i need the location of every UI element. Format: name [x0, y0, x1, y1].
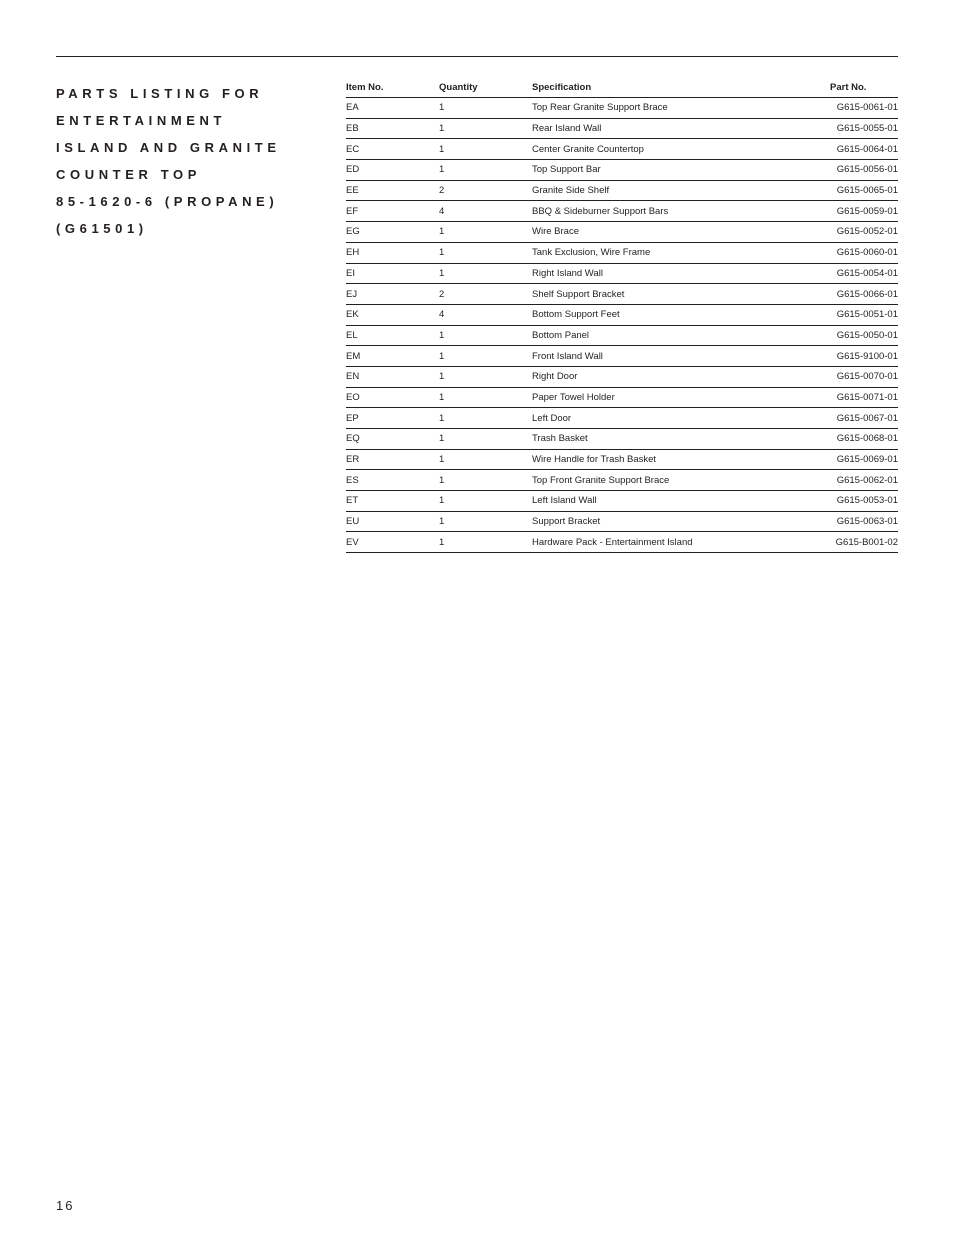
header-specification: Specification: [532, 78, 830, 98]
part-no-cell: G615-0059-01: [830, 201, 898, 222]
quantity-cell: 1: [439, 408, 532, 429]
item-no-cell: EB: [346, 118, 439, 139]
quantity-cell: 1: [439, 429, 532, 450]
part-no-cell: G615-0054-01: [830, 263, 898, 284]
part-no-cell: G615-0062-01: [830, 470, 898, 491]
parts-table: [346, 78, 898, 553]
quantity-cell: 4: [439, 304, 532, 325]
quantity-cell: 1: [439, 511, 532, 532]
part-no-cell: G615-0063-01: [830, 511, 898, 532]
part-no-cell: G615-0051-01: [830, 304, 898, 325]
specification-cell: Top Support Bar: [532, 160, 830, 181]
quantity-cell: 1: [439, 98, 532, 119]
specification-cell: Support Bracket: [532, 511, 830, 532]
table-row: [346, 222, 898, 243]
quantity-cell: 4: [439, 201, 532, 222]
table-row: [346, 325, 898, 346]
specification-cell: Left Island Wall: [532, 491, 830, 512]
part-no-cell: G615-0068-01: [830, 429, 898, 450]
title-line: COUNTER TOP: [56, 167, 201, 182]
part-no-cell: G615-9100-01: [830, 346, 898, 367]
header-item-no: Item No.: [346, 78, 439, 98]
table-row: [346, 449, 898, 470]
quantity-cell: 1: [439, 160, 532, 181]
top-rule: [56, 56, 898, 57]
quantity-cell: 1: [439, 222, 532, 243]
item-no-cell: EN: [346, 366, 439, 387]
item-no-cell: EL: [346, 325, 439, 346]
table-row: [346, 511, 898, 532]
table-row: [346, 346, 898, 367]
item-no-cell: EJ: [346, 284, 439, 305]
item-no-cell: ES: [346, 470, 439, 491]
item-no-cell: EE: [346, 180, 439, 201]
item-no-cell: EC: [346, 139, 439, 160]
quantity-cell: 1: [439, 118, 532, 139]
item-no-cell: ET: [346, 491, 439, 512]
quantity-cell: 1: [439, 532, 532, 553]
item-no-cell: EO: [346, 387, 439, 408]
table-row: [346, 139, 898, 160]
table-row: [346, 429, 898, 450]
quantity-cell: 1: [439, 491, 532, 512]
specification-cell: Right Island Wall: [532, 263, 830, 284]
part-no-cell: G615-0060-01: [830, 242, 898, 263]
part-no-cell: G615-0052-01: [830, 222, 898, 243]
table-row: [346, 387, 898, 408]
item-no-cell: EA: [346, 98, 439, 119]
item-no-cell: EM: [346, 346, 439, 367]
part-no-cell: G615-0064-01: [830, 139, 898, 160]
title-line: ENTERTAINMENT: [56, 113, 227, 128]
part-no-cell: G615-0061-01: [830, 98, 898, 119]
title-line: 85-1620-6 (PROPANE): [56, 194, 279, 209]
quantity-cell: 1: [439, 325, 532, 346]
table-row: [346, 160, 898, 181]
title-line: (G61501): [56, 221, 148, 236]
specification-cell: Bottom Support Feet: [532, 304, 830, 325]
specification-cell: Paper Towel Holder: [532, 387, 830, 408]
table-row: [346, 263, 898, 284]
item-no-cell: EH: [346, 242, 439, 263]
specification-cell: Bottom Panel: [532, 325, 830, 346]
specification-cell: Top Rear Granite Support Brace: [532, 98, 830, 119]
specification-cell: Rear Island Wall: [532, 118, 830, 139]
table-row: [346, 366, 898, 387]
part-no-cell: G615-B001-02: [830, 532, 898, 553]
item-no-cell: EV: [346, 532, 439, 553]
quantity-cell: 1: [439, 366, 532, 387]
table-row: [346, 408, 898, 429]
page-number: 16: [56, 1198, 75, 1213]
item-no-cell: EP: [346, 408, 439, 429]
part-no-cell: G615-0070-01: [830, 366, 898, 387]
specification-cell: Wire Brace: [532, 222, 830, 243]
quantity-cell: 1: [439, 387, 532, 408]
table-row: [346, 284, 898, 305]
specification-cell: Trash Basket: [532, 429, 830, 450]
item-no-cell: EI: [346, 263, 439, 284]
part-no-cell: G615-0056-01: [830, 160, 898, 181]
table-row: [346, 491, 898, 512]
item-no-cell: EU: [346, 511, 439, 532]
specification-cell: Hardware Pack - Entertainment Island: [532, 532, 830, 553]
table-row: [346, 470, 898, 491]
specification-cell: Tank Exclusion, Wire Frame: [532, 242, 830, 263]
table-header-row: [346, 78, 898, 98]
part-no-cell: G615-0071-01: [830, 387, 898, 408]
quantity-cell: 1: [439, 449, 532, 470]
part-no-cell: G615-0066-01: [830, 284, 898, 305]
specification-cell: Wire Handle for Trash Basket: [532, 449, 830, 470]
part-no-cell: G615-0055-01: [830, 118, 898, 139]
item-no-cell: EQ: [346, 429, 439, 450]
part-no-cell: G615-0065-01: [830, 180, 898, 201]
table-row: [346, 242, 898, 263]
part-no-cell: G615-0050-01: [830, 325, 898, 346]
table-row: [346, 98, 898, 119]
specification-cell: Right Door: [532, 366, 830, 387]
item-no-cell: EG: [346, 222, 439, 243]
quantity-cell: 1: [439, 263, 532, 284]
quantity-cell: 2: [439, 180, 532, 201]
header-part-no: Part No.: [830, 78, 898, 98]
header-quantity: Quantity: [439, 78, 532, 98]
part-no-cell: G615-0069-01: [830, 449, 898, 470]
specification-cell: Center Granite Countertop: [532, 139, 830, 160]
specification-cell: Top Front Granite Support Brace: [532, 470, 830, 491]
quantity-cell: 1: [439, 470, 532, 491]
part-no-cell: G615-0053-01: [830, 491, 898, 512]
item-no-cell: EF: [346, 201, 439, 222]
table-row: [346, 180, 898, 201]
quantity-cell: 1: [439, 242, 532, 263]
specification-cell: Left Door: [532, 408, 830, 429]
specification-cell: Granite Side Shelf: [532, 180, 830, 201]
specification-cell: Front Island Wall: [532, 346, 830, 367]
table-row: [346, 304, 898, 325]
quantity-cell: 1: [439, 346, 532, 367]
quantity-cell: 2: [439, 284, 532, 305]
quantity-cell: 1: [439, 139, 532, 160]
section-title: [56, 80, 326, 242]
specification-cell: BBQ & Sideburner Support Bars: [532, 201, 830, 222]
title-line: ISLAND AND GRANITE: [56, 140, 281, 155]
table-body: [346, 98, 898, 553]
table-row: [346, 118, 898, 139]
table-row: [346, 532, 898, 553]
part-no-cell: G615-0067-01: [830, 408, 898, 429]
title-line: PARTS LISTING FOR: [56, 86, 264, 101]
item-no-cell: EK: [346, 304, 439, 325]
table-row: [346, 201, 898, 222]
specification-cell: Shelf Support Bracket: [532, 284, 830, 305]
item-no-cell: ED: [346, 160, 439, 181]
item-no-cell: ER: [346, 449, 439, 470]
